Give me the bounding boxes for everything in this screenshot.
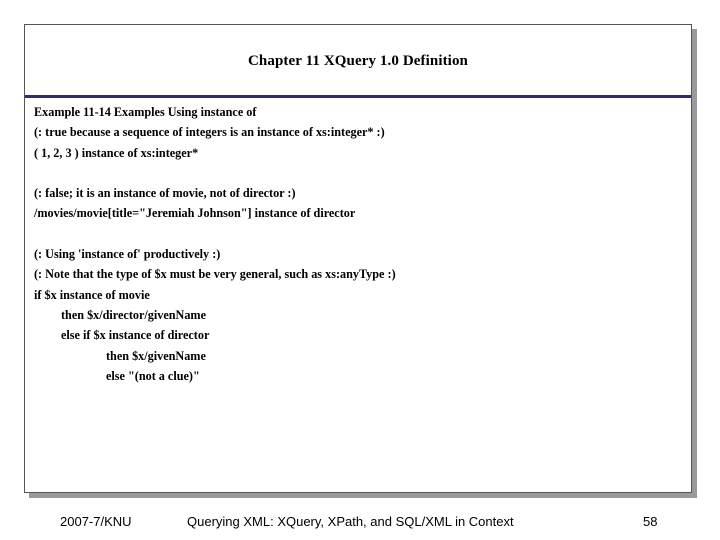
code-line: else if $x instance of director: [61, 328, 210, 343]
code-line: else "(not a clue)": [106, 368, 200, 383]
code-line: (: Using 'instance of' productively :): [34, 247, 221, 262]
code-line: (: false; it is an instance of movie, not of director :): [34, 186, 296, 201]
slide-title: Chapter 11 XQuery 1.0 Definition: [247, 53, 468, 69]
slide-body: [34, 102, 683, 386]
title-area: [25, 25, 691, 95]
footer-page-number: 58: [643, 514, 658, 529]
footer-course-title: Querying XML: XQuery, XPath, and SQL/XML in Context: [187, 514, 514, 529]
blank-line: [34, 224, 683, 244]
code-line: (: Note that the type of $x must be very general, such as xs:anyType :): [34, 267, 396, 282]
code-line: if $x instance of movie: [34, 287, 150, 302]
code-line: then $x/director/givenName: [61, 307, 206, 322]
title-divider: [25, 95, 691, 98]
code-line: ( 1, 2, 3 ) instance of xs:integer*: [34, 145, 199, 160]
slide-frame: [24, 24, 692, 493]
example-heading: Example 11-14 Examples Using instance of: [34, 105, 257, 119]
code-line: then $x/givenName: [106, 348, 206, 363]
code-line: (: true because a sequence of integers is an instance of xs:integer* :): [34, 125, 385, 140]
blank-line: [34, 163, 683, 183]
code-line: /movies/movie[title="Jeremiah Johnson"] instance of director: [34, 206, 356, 221]
footer-date: 2007-7/KNU: [60, 514, 132, 529]
